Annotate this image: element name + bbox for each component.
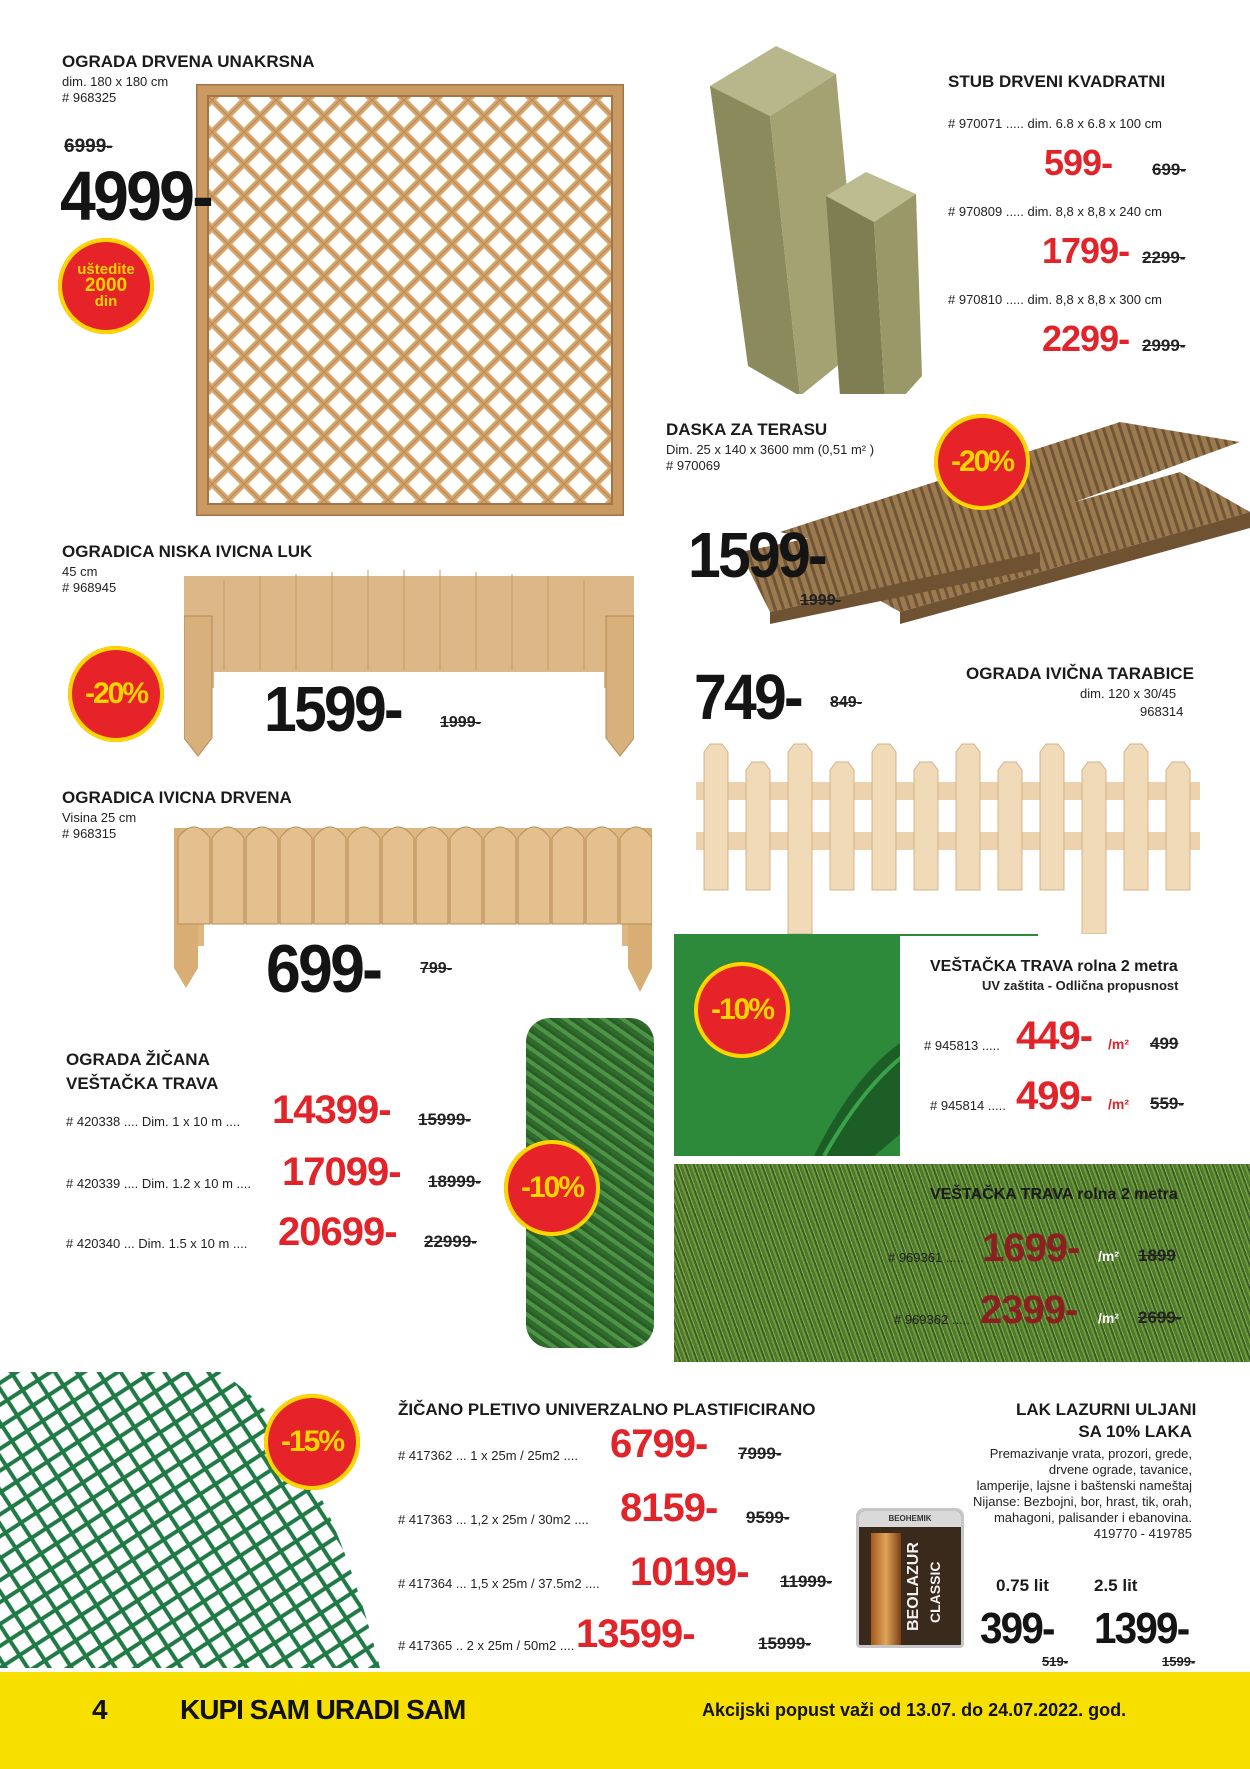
badge-text: -15% (280, 1425, 344, 1458)
volume-label: 0.75 lit (996, 1576, 1049, 1595)
price-unit: /m² (1108, 1036, 1129, 1052)
product-code: # 968325 (62, 90, 117, 105)
product-code: # 968945 (62, 580, 117, 595)
description-line: lamperije, lajsne i baštenski nameštaj (976, 1478, 1192, 1493)
can-brand: BEOHEMIK (859, 1511, 961, 1527)
discount-badge (694, 962, 790, 1058)
product-title: ŽIČANO PLETIVO UNIVERZALNO PLASTIFICIRANO (398, 1400, 816, 1419)
price: 1599- (264, 673, 401, 745)
old-price: 18999- (428, 1172, 481, 1191)
product-title: OGRADICA IVICNA DRVENA (62, 788, 292, 807)
product-title: VEŠTAČKA TRAVA (66, 1074, 219, 1093)
product-title: DASKA ZA TERASU (666, 420, 828, 439)
description-line: Premazivanje vrata, prozori, grede, (989, 1446, 1192, 1461)
old-price: 6999- (64, 136, 113, 157)
price: 749- (694, 661, 801, 733)
old-price: 11999- (780, 1572, 832, 1591)
product-code: # 970071 ..... dim. 6.8 x 6.8 x 100 cm (948, 116, 1162, 131)
old-price: 2699- (1138, 1308, 1182, 1327)
old-price: 1999- (800, 592, 841, 609)
picket-edging-fence-image (696, 740, 1200, 934)
price: 1699- (982, 1226, 1080, 1270)
price: 10199- (630, 1550, 749, 1594)
price: 8159- (620, 1486, 718, 1530)
product-code: # 420338 .... Dim. 1 x 10 m .... (66, 1114, 241, 1129)
product-code: # 417362 ... 1 x 25m / 25m2 .... (398, 1448, 578, 1463)
price: 1399- (1094, 1604, 1189, 1653)
product-title: STUB DRVENI KVADRATNI (948, 72, 1166, 91)
old-price: 499 (1150, 1034, 1179, 1053)
price: 13599- (576, 1612, 695, 1656)
product-code: # 945814 ..... (930, 1098, 1006, 1113)
varnish-can-image (856, 1508, 964, 1648)
discount-badge (504, 1140, 600, 1236)
old-price: 2999- (1142, 336, 1186, 355)
product-title: LAK LAZURNI ULJANI (1016, 1400, 1197, 1419)
description-line: 419770 - 419785 (1093, 1526, 1192, 1541)
old-price: 699- (1152, 160, 1187, 179)
arch-edging-fence-image (184, 566, 634, 758)
product-code: # 420340 ... Dim. 1.5 x 10 m .... (66, 1236, 248, 1251)
old-price: 1899 (1138, 1246, 1176, 1265)
discount-badge (264, 1394, 360, 1490)
badge-text: -20% (950, 445, 1014, 478)
product-code: # 417363 ... 1,2 x 25m / 30m2 .... (398, 1512, 589, 1527)
badge-text: -10% (710, 993, 774, 1026)
wooden-edging-fence-image (174, 808, 652, 1004)
badge-text: -10% (520, 1171, 584, 1204)
old-price: 519- (1042, 1654, 1069, 1669)
badge-line: 2000 (84, 275, 128, 296)
old-price: 2299- (1142, 248, 1186, 267)
lattice-fence-image (196, 84, 624, 516)
page-number: 4 (92, 1694, 108, 1725)
price: 1799- (1042, 230, 1130, 271)
description-line: Nijanse: Bezbojni, bor, hrast, tik, orah, (973, 1494, 1192, 1509)
price: 599- (1044, 142, 1113, 183)
product-code: # 970809 ..... dim. 8,8 x 8,8 x 240 cm (948, 204, 1162, 219)
discount-badge (68, 646, 164, 742)
old-price: 22999- (424, 1232, 477, 1251)
savings-badge (58, 238, 154, 334)
price: 4999- (60, 157, 211, 235)
can-label-2: CLASSIC (927, 1561, 943, 1623)
price: 499- (1016, 1074, 1093, 1118)
price: 14399- (272, 1088, 391, 1132)
price: 399- (980, 1604, 1054, 1653)
product-title: SA 10% LAKA (1078, 1422, 1192, 1441)
promo-validity: Akcijski popust važi od 13.07. do 24.07.2022. god. (702, 1700, 1127, 1720)
price-unit: /m² (1108, 1096, 1129, 1112)
old-price: 1999- (440, 714, 481, 731)
old-price: 799- (420, 960, 453, 977)
footer-bar (0, 1672, 1250, 1769)
product-code: # 417365 .. 2 x 25m / 50m2 .... (398, 1638, 575, 1653)
price: 17099- (282, 1150, 401, 1194)
description-line: mahagoni, palisander i ebanovina. (993, 1510, 1192, 1525)
old-price: 559- (1150, 1094, 1185, 1113)
product-title: OGRADA IVIČNA TARABICE (966, 664, 1194, 683)
price: 2399- (980, 1288, 1078, 1332)
product-code: # 970069 (666, 458, 721, 473)
product-dimensions: 45 cm (62, 564, 98, 579)
footer-slogan: KUPI SAM URADI SAM (180, 1694, 466, 1725)
price: 449- (1016, 1014, 1093, 1058)
can-label-1: BEOLAZUR (905, 1542, 922, 1631)
price: 20699- (278, 1210, 397, 1254)
description-line: drvene ograde, tavanice, (1048, 1462, 1192, 1477)
product-code: # 420339 .... Dim. 1.2 x 10 m .... (66, 1176, 251, 1191)
old-price: 9599- (746, 1508, 790, 1527)
product-code: # 417364 ... 1,5 x 25m / 37.5m2 .... (398, 1576, 600, 1591)
old-price: 15999- (758, 1634, 811, 1653)
product-dimensions: Dim. 25 x 140 x 3600 mm (0,51 m² ) (666, 442, 875, 457)
old-price: 15999- (418, 1110, 471, 1129)
product-code: # 945813 ..... (924, 1038, 1000, 1053)
price: 6799- (610, 1422, 708, 1466)
badge-text: -20% (84, 677, 148, 710)
product-title: OGRADICA NISKA IVICNA LUK (62, 542, 313, 561)
wooden-posts-image (690, 46, 930, 394)
price-unit: /m² (1098, 1248, 1119, 1264)
product-dimensions: dim. 180 x 180 cm (62, 74, 169, 89)
product-code: # 969361 ..... (888, 1250, 964, 1265)
price: 1599- (688, 519, 825, 591)
discount-badge (934, 414, 1030, 510)
product-title: OGRADA ŽIČANA (66, 1050, 210, 1069)
product-subtitle: UV zaštita - Odlična propusnost (982, 978, 1179, 993)
old-price: 849- (830, 694, 863, 711)
product-title: VEŠTAČKA TRAVA rolna 2 metra (930, 1186, 1178, 1203)
badge-line: din (94, 293, 118, 310)
product-code: # 969362 ..... (894, 1312, 970, 1327)
product-code: # 970810 ..... dim. 8,8 x 8,8 x 300 cm (948, 292, 1162, 307)
product-dimensions: dim. 120 x 30/45 (1080, 686, 1177, 701)
product-code: 968314 (1140, 704, 1184, 719)
product-dimensions: Visina 25 cm (62, 810, 137, 825)
price: 699- (266, 931, 381, 1007)
old-price: 7999- (738, 1444, 782, 1463)
old-price: 1599- (1162, 1654, 1196, 1669)
product-title: OGRADA DRVENA UNAKRSNA (62, 52, 315, 71)
product-code: # 968315 (62, 826, 117, 841)
price-unit: /m² (1098, 1310, 1119, 1326)
badge-line: uštedite (77, 261, 135, 278)
price: 2299- (1042, 318, 1130, 359)
product-title: VEŠTAČKA TRAVA rolna 2 metra (930, 958, 1178, 975)
volume-label: 2.5 lit (1094, 1576, 1138, 1595)
